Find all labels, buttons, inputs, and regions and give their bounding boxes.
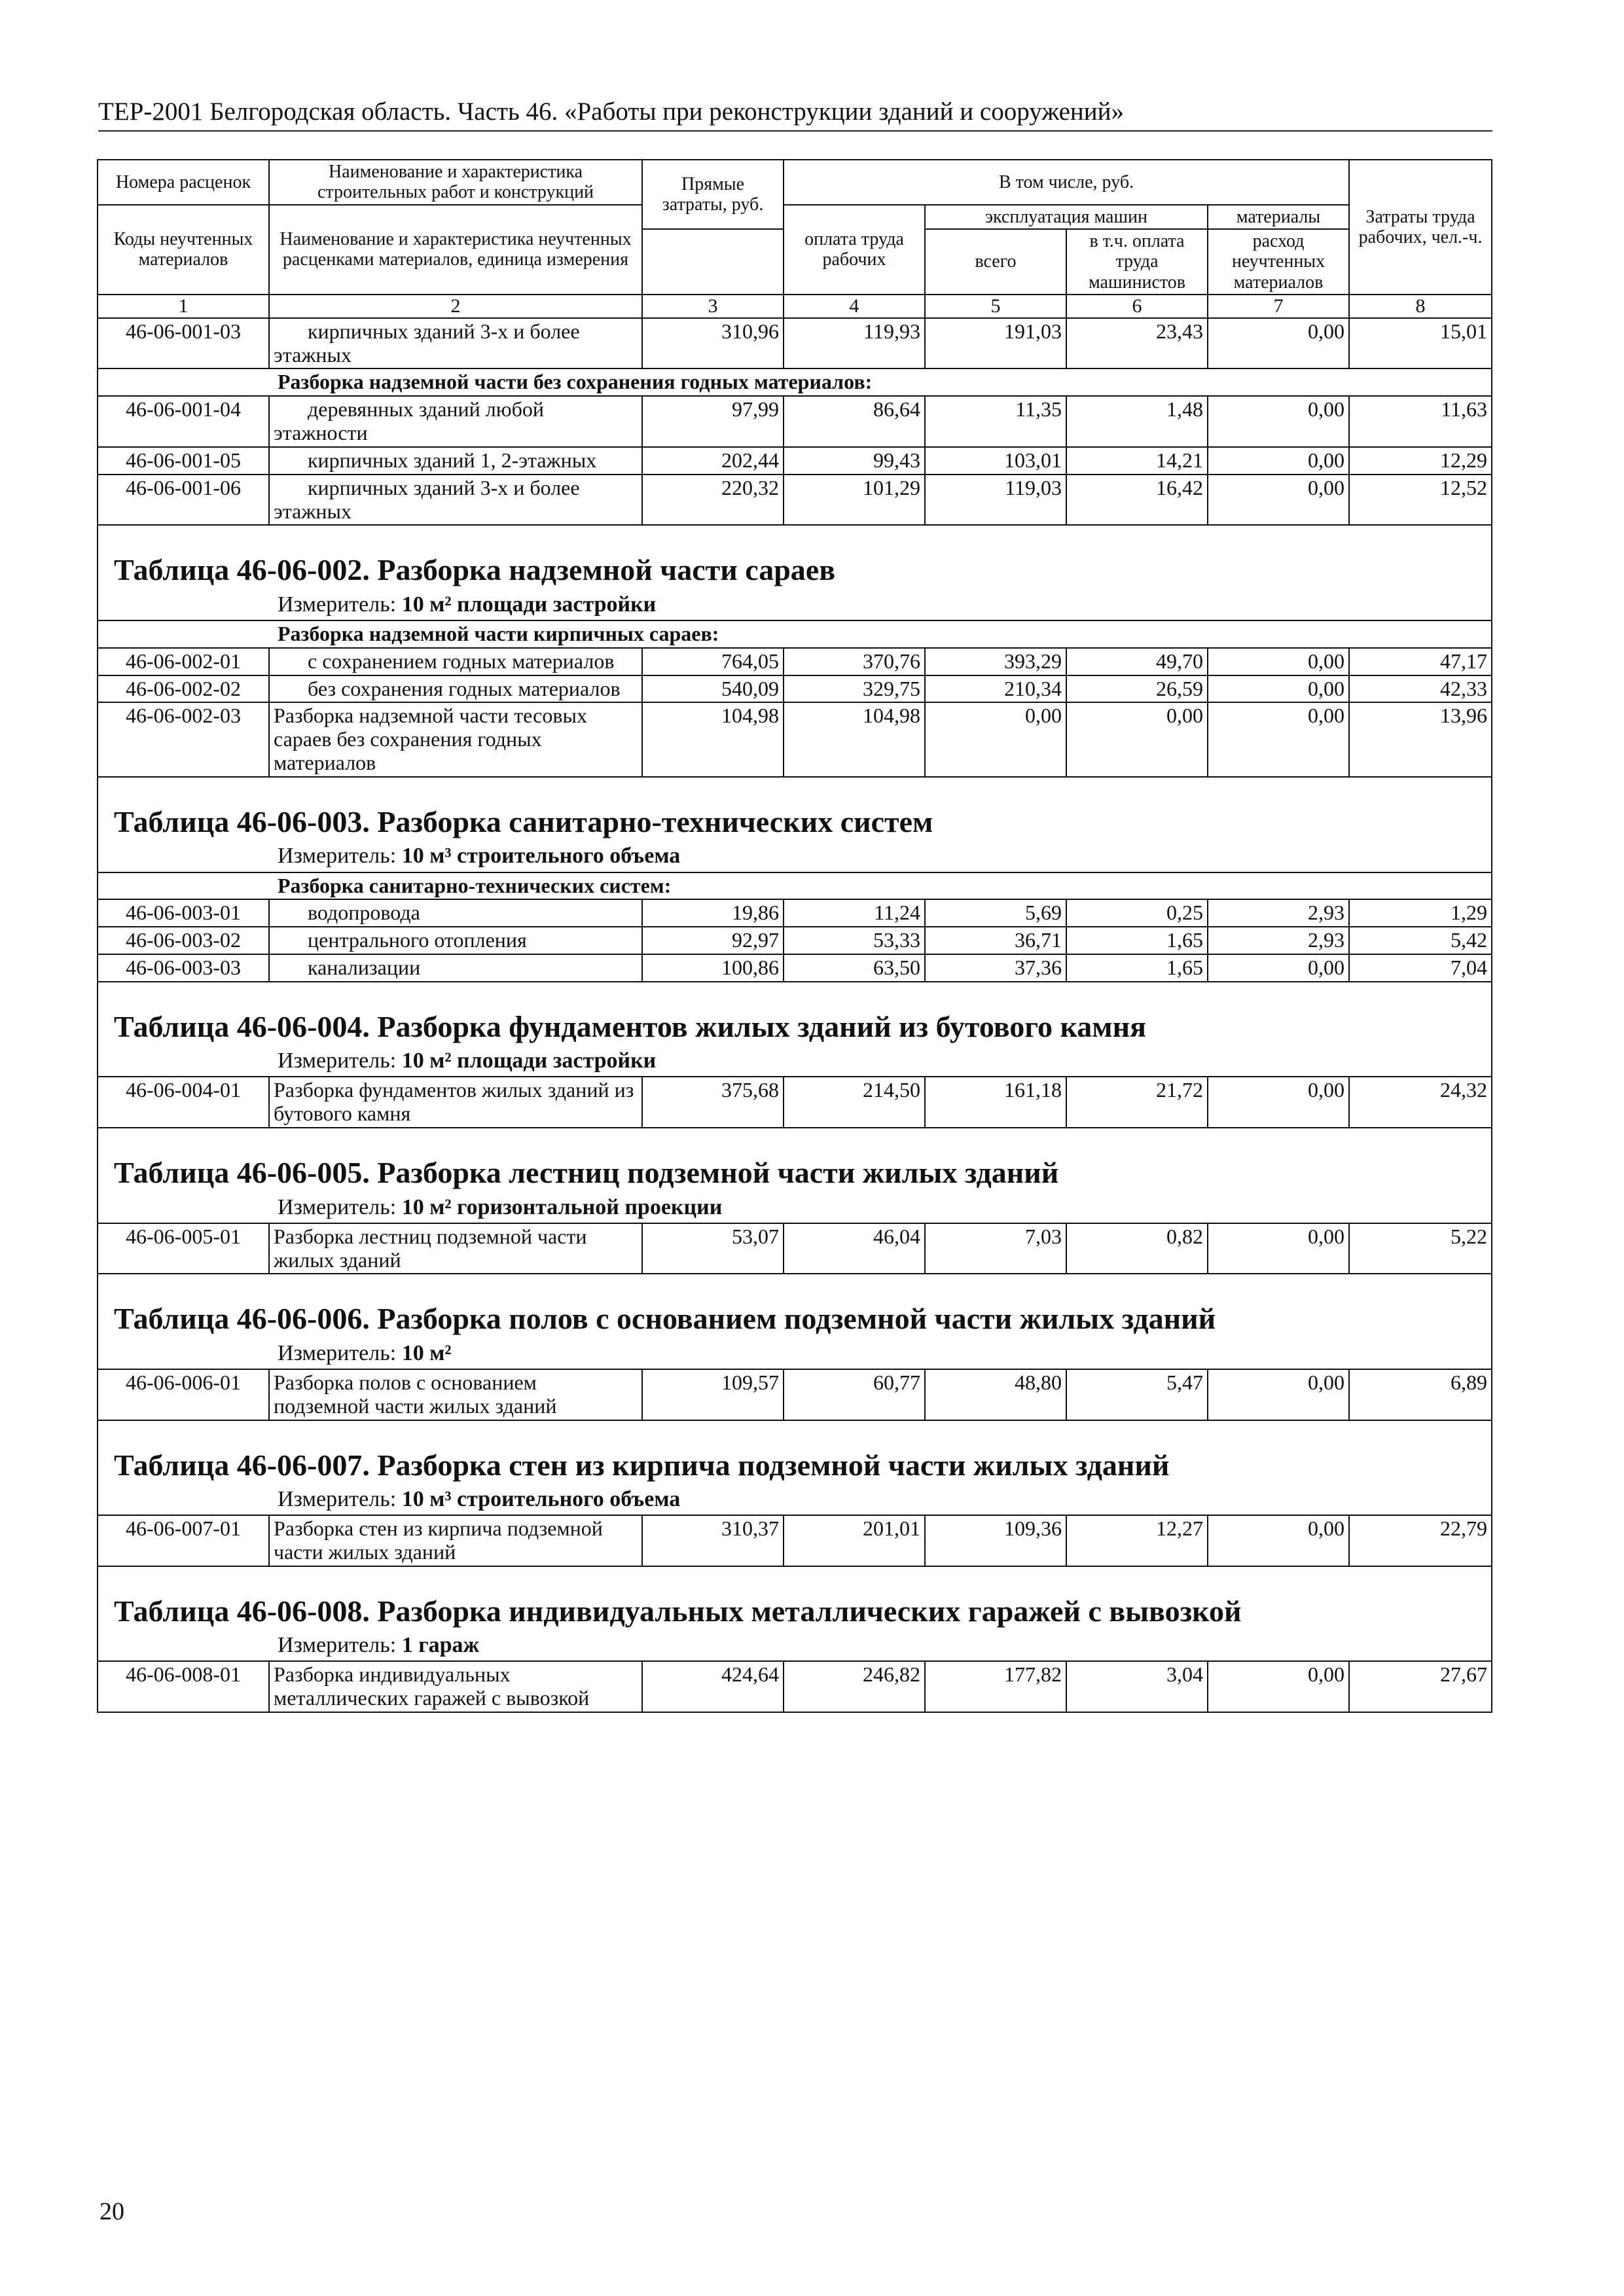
materials-consumption-value: 0,00 [1208, 318, 1349, 369]
materials-consumption-value: 0,00 [1208, 1515, 1349, 1566]
rate-name [269, 318, 642, 369]
direct-costs-value: 109,57 [642, 1369, 784, 1420]
machines-total-value: 119,03 [925, 475, 1066, 526]
table-row [98, 954, 1492, 982]
measure-label: Измеритель: [278, 1633, 402, 1658]
section-title: Таблица 46-06-005. Разборка лестниц подземной части жилых зданий [114, 1156, 1059, 1190]
rate-code: 46-06-003-03 [98, 954, 269, 982]
machinists-pay-value: 3,04 [1066, 1661, 1208, 1712]
column-number: 3 [642, 295, 784, 318]
section-measure-row [98, 1338, 1492, 1369]
table-row [98, 1077, 1492, 1128]
machines-total-value: 5,69 [925, 899, 1066, 927]
section-title-cell [98, 777, 1492, 842]
page-number: 20 [99, 2198, 124, 2225]
rate-code: 46-06-004-01 [98, 1077, 269, 1128]
labor-hours-value: 27,67 [1349, 1661, 1492, 1712]
materials-consumption-value: 0,00 [1208, 954, 1349, 982]
labor-pay-value: 53,33 [784, 927, 925, 954]
rate-name [269, 954, 642, 982]
column-number: 7 [1208, 295, 1349, 318]
direct-costs-value: 764,05 [642, 648, 784, 675]
labor-hours-value: 6,89 [1349, 1369, 1492, 1420]
direct-costs-value: 100,86 [642, 954, 784, 982]
labor-pay-value: 60,77 [784, 1369, 925, 1420]
table-row [98, 648, 1492, 675]
machinists-pay-value: 0,82 [1066, 1223, 1208, 1274]
table-row [98, 702, 1492, 776]
table-row [98, 675, 1492, 703]
direct-costs-value: 53,07 [642, 1223, 784, 1274]
measure-label: Измеритель: [278, 844, 402, 869]
measure-label: Измеритель: [278, 592, 402, 617]
rate-name [269, 396, 642, 447]
rate-name-text: Разборка лестниц подземной части жилых зданий [274, 1224, 587, 1272]
labor-hours-value: 24,32 [1349, 1077, 1492, 1128]
section-title-row [98, 1274, 1492, 1338]
labor-hours-value: 13,96 [1349, 702, 1492, 776]
rate-name-text: с сохранением годных материалов [308, 649, 615, 673]
section-measure [98, 1046, 1491, 1076]
table-row [98, 1661, 1492, 1712]
labor-pay-value: 99,43 [784, 447, 925, 475]
machines-total-value: 191,03 [925, 318, 1066, 369]
labor-hours-value: 42,33 [1349, 675, 1492, 703]
table-row [98, 1515, 1492, 1566]
column-number: 1 [98, 295, 269, 318]
materials-consumption-value: 0,00 [1208, 1223, 1349, 1274]
table-row [98, 318, 1492, 369]
measure-value: 10 м² горизонтальной проекции [401, 1194, 723, 1219]
direct-costs-value: 202,44 [642, 447, 784, 475]
column-number: 8 [1349, 295, 1492, 318]
rate-name [269, 475, 642, 526]
rate-code: 46-06-002-02 [98, 675, 269, 703]
rate-code: 46-06-003-02 [98, 927, 269, 954]
rate-name-text: Разборка полов с основанием подземной части жилых зданий [274, 1370, 557, 1418]
unaccounted-materials-header: расход неучтенных материалов [1208, 229, 1349, 295]
rate-name [269, 899, 642, 927]
section-measure [98, 1630, 1491, 1660]
page-header: ТЕР-2001 Белгородская область. Часть 46. «Работы при реконструкции зданий и сооружений» [98, 97, 1492, 132]
labor-hours-value: 22,79 [1349, 1515, 1492, 1566]
rate-name-text: водопровода [308, 901, 420, 925]
machines-total-value: 103,01 [925, 447, 1066, 475]
rate-name-text: Разборка индивидуальных металлических гаражей с вывозкой [274, 1662, 590, 1710]
measure-value: 1 гараж [401, 1633, 480, 1658]
machines-total-value: 7,03 [925, 1223, 1066, 1274]
direct-costs-value: 97,99 [642, 396, 784, 447]
rates-table [97, 159, 1492, 1713]
materials-consumption-value: 0,00 [1208, 475, 1349, 526]
materials-consumption-value: 0,00 [1208, 648, 1349, 675]
section-measure-row [98, 590, 1492, 620]
labor-hours-value: 12,52 [1349, 475, 1492, 526]
measure-label: Измеритель: [278, 1049, 402, 1073]
section-title-row [98, 1128, 1492, 1193]
rate-name-text: Разборка фундаментов жилых зданий из бутового камня [274, 1078, 634, 1126]
rate-name [269, 1223, 642, 1274]
labor-pay-value: 214,50 [784, 1077, 925, 1128]
labor-pay-value: 246,82 [784, 1661, 925, 1712]
section-title: Таблица 46-06-006. Разборка полов с основанием подземной части жилых зданий [114, 1302, 1216, 1336]
rate-name-text: деревянных зданий любой этажности [274, 397, 545, 445]
machinists-pay-value: 49,70 [1066, 648, 1208, 675]
section-measure-cell [98, 1484, 1492, 1515]
section-title: Таблица 46-06-008. Разборка индивидуальных металлических гаражей с вывозкой [114, 1594, 1242, 1628]
labor-pay-value: 329,75 [784, 675, 925, 703]
table-row [98, 475, 1492, 526]
section-title-row [98, 1566, 1492, 1631]
direct-costs-value: 19,86 [642, 899, 784, 927]
machines-total-value: 161,18 [925, 1077, 1066, 1128]
direct-costs-value: 104,98 [642, 702, 784, 776]
machinists-pay-value: 1,65 [1066, 927, 1208, 954]
rate-name-text: Разборка стен из кирпича подземной части жилых зданий [274, 1516, 603, 1564]
labor-hours-value: 47,17 [1349, 648, 1492, 675]
rate-code: 46-06-008-01 [98, 1661, 269, 1712]
rate-code: 46-06-002-03 [98, 702, 269, 776]
group-row [98, 368, 1492, 396]
measure-label: Измеритель: [278, 1194, 402, 1219]
section-title-cell [98, 1566, 1492, 1631]
col2-bottom-header: Наименование и характеристика неучтенных расценками материалов, единица измерения [269, 205, 642, 295]
measure-value: 10 м³ строительного объема [401, 1487, 681, 1512]
direct-costs-header: Прямые затраты, руб. [642, 160, 784, 229]
section-measure-row [98, 1484, 1492, 1515]
machinists-pay-value: 0,00 [1066, 702, 1208, 776]
section-title: Таблица 46-06-004. Разборка фундаментов жилых зданий из бутового камня [114, 1009, 1147, 1043]
section-title-cell [98, 1128, 1492, 1193]
measure-value: 10 м² [401, 1340, 452, 1365]
rate-code: 46-06-001-04 [98, 396, 269, 447]
materials-consumption-value: 0,00 [1208, 1077, 1349, 1128]
col1-top-header: Номера расценок [98, 160, 269, 205]
rate-name-text: Разборка надземной части тесовых сараев без сохранения годных материалов [274, 704, 587, 775]
header-row-2 [98, 205, 1492, 229]
rate-code: 46-06-002-01 [98, 648, 269, 675]
section-measure-cell [98, 1630, 1492, 1661]
materials-consumption-value: 0,00 [1208, 702, 1349, 776]
rate-name [269, 1369, 642, 1420]
section-measure-cell [98, 1338, 1492, 1369]
labor-pay-value: 104,98 [784, 702, 925, 776]
section-measure [98, 590, 1491, 620]
machines-total-value: 37,36 [925, 954, 1066, 982]
rate-code: 46-06-001-06 [98, 475, 269, 526]
labor-pay-value: 119,93 [784, 318, 925, 369]
section-title-row [98, 982, 1492, 1047]
rate-code: 46-06-001-03 [98, 318, 269, 369]
machinists-pay-value: 5,47 [1066, 1369, 1208, 1420]
group-heading: Разборка санитарно-технических систем: [98, 872, 1492, 900]
measure-value: 10 м³ строительного объема [401, 844, 681, 869]
rate-code: 46-06-006-01 [98, 1369, 269, 1420]
rate-name-text: канализации [308, 956, 421, 980]
header-row-1 [98, 160, 1492, 205]
direct-costs-header-spacer [642, 229, 784, 295]
section-title-row [98, 1420, 1492, 1485]
column-number: 2 [269, 295, 642, 318]
section-title-cell [98, 982, 1492, 1047]
rate-name [269, 927, 642, 954]
measure-value: 10 м² площади застройки [401, 592, 657, 617]
rate-name [269, 1077, 642, 1128]
rate-name [269, 447, 642, 475]
labor-pay-header: оплата труда рабочих [784, 205, 925, 295]
labor-hours-value: 12,29 [1349, 447, 1492, 475]
rate-name-text: кирпичных зданий 3-х и более этажных [274, 475, 580, 523]
machines-total-value: 210,34 [925, 675, 1066, 703]
machines-total-value: 36,71 [925, 927, 1066, 954]
group-heading: Разборка надземной части кирпичных сараев: [98, 620, 1492, 648]
section-measure-cell [98, 841, 1492, 872]
col2-top-header: Наименование и характеристика строительных работ и конструкций [269, 160, 642, 205]
column-number: 5 [925, 295, 1066, 318]
labor-hours-value: 5,42 [1349, 927, 1492, 954]
labor-hours-value: 15,01 [1349, 318, 1492, 369]
labor-pay-value: 101,29 [784, 475, 925, 526]
machines-total-value: 393,29 [925, 648, 1066, 675]
machines-total-header: всего [925, 229, 1066, 295]
column-numbers-row [98, 295, 1492, 318]
table-row [98, 1369, 1492, 1420]
rate-name-text: кирпичных зданий 1, 2-этажных [308, 448, 597, 472]
machinists-pay-value: 14,21 [1066, 447, 1208, 475]
rate-name [269, 1515, 642, 1566]
section-measure [98, 1484, 1491, 1515]
measure-value: 10 м² площади застройки [401, 1049, 657, 1073]
section-measure-cell [98, 1046, 1492, 1077]
machinists-pay-value: 16,42 [1066, 475, 1208, 526]
section-measure-row [98, 1630, 1492, 1661]
labor-pay-value: 201,01 [784, 1515, 925, 1566]
rate-name [269, 1661, 642, 1712]
materials-consumption-value: 2,93 [1208, 927, 1349, 954]
section-measure-row [98, 841, 1492, 872]
section-title: Таблица 46-06-003. Разборка санитарно-технических систем [114, 804, 933, 838]
materials-consumption-value: 0,00 [1208, 1369, 1349, 1420]
materials-consumption-value: 0,00 [1208, 675, 1349, 703]
column-number: 4 [784, 295, 925, 318]
labor-pay-value: 370,76 [784, 648, 925, 675]
section-measure-row [98, 1193, 1492, 1223]
labor-pay-value: 46,04 [784, 1223, 925, 1274]
labor-hours-value: 7,04 [1349, 954, 1492, 982]
machines-header: эксплуатация машин [925, 205, 1208, 229]
rate-name [269, 675, 642, 703]
group-row [98, 620, 1492, 648]
rate-name [269, 702, 642, 776]
measure-label: Измеритель: [278, 1487, 402, 1512]
machinists-pay-value: 23,43 [1066, 318, 1208, 369]
machinists-pay-value: 26,59 [1066, 675, 1208, 703]
labor-pay-value: 11,24 [784, 899, 925, 927]
materials-consumption-value: 0,00 [1208, 447, 1349, 475]
section-measure-cell [98, 590, 1492, 620]
labor-hours-value: 11,63 [1349, 396, 1492, 447]
table-row [98, 447, 1492, 475]
rate-name-text: кирпичных зданий 3-х и более этажных [274, 319, 580, 367]
direct-costs-value: 310,37 [642, 1515, 784, 1566]
direct-costs-value: 310,96 [642, 318, 784, 369]
section-measure-cell [98, 1193, 1492, 1223]
machines-total-value: 109,36 [925, 1515, 1066, 1566]
rate-name-text: без сохранения годных материалов [308, 676, 621, 700]
table-row [98, 899, 1492, 927]
table-row [98, 1223, 1492, 1274]
rate-code: 46-06-005-01 [98, 1223, 269, 1274]
section-title: Таблица 46-06-007. Разборка стен из кирпича подземной части жилых зданий [114, 1448, 1170, 1482]
machines-total-value: 11,35 [925, 396, 1066, 447]
section-title-cell [98, 1274, 1492, 1338]
rate-name-text: центрального отопления [308, 928, 527, 952]
machinists-pay-value: 0,25 [1066, 899, 1208, 927]
section-title-cell [98, 525, 1492, 590]
section-measure [98, 1193, 1491, 1223]
labor-hours-value: 1,29 [1349, 899, 1492, 927]
section-measure-row [98, 1046, 1492, 1077]
materials-consumption-value: 0,00 [1208, 1661, 1349, 1712]
direct-costs-value: 424,64 [642, 1661, 784, 1712]
section-title: Таблица 46-06-002. Разборка надземной части сараев [114, 553, 836, 587]
labor-costs-header: Затраты труда рабочих, чел.-ч. [1349, 160, 1492, 295]
section-measure [98, 1338, 1491, 1369]
rate-name [269, 648, 642, 675]
table-body [98, 160, 1492, 1712]
materials-header: материалы [1208, 205, 1349, 229]
rate-code: 46-06-001-05 [98, 447, 269, 475]
direct-costs-value: 92,97 [642, 927, 784, 954]
direct-costs-value: 375,68 [642, 1077, 784, 1128]
machinists-pay-value: 1,65 [1066, 954, 1208, 982]
machinists-pay-value: 12,27 [1066, 1515, 1208, 1566]
rate-code: 46-06-003-01 [98, 899, 269, 927]
direct-costs-value: 220,32 [642, 475, 784, 526]
machinists-pay-header: в т.ч. оплата труда машинистов [1066, 229, 1208, 295]
labor-hours-value: 5,22 [1349, 1223, 1492, 1274]
labor-pay-value: 86,64 [784, 396, 925, 447]
machinists-pay-value: 1,48 [1066, 396, 1208, 447]
machinists-pay-value: 21,72 [1066, 1077, 1208, 1128]
section-title-row [98, 777, 1492, 842]
section-title-row [98, 525, 1492, 590]
machines-total-value: 48,80 [925, 1369, 1066, 1420]
table-row [98, 927, 1492, 954]
materials-consumption-value: 0,00 [1208, 396, 1349, 447]
section-title-cell [98, 1420, 1492, 1485]
group-row [98, 872, 1492, 900]
section-measure [98, 841, 1491, 871]
col1-bottom-header: Коды неучтенных материалов [98, 205, 269, 295]
including-header: В том числе, руб. [784, 160, 1349, 205]
materials-consumption-value: 2,93 [1208, 899, 1349, 927]
table-row [98, 396, 1492, 447]
machines-total-value: 0,00 [925, 702, 1066, 776]
column-number: 6 [1066, 295, 1208, 318]
group-heading: Разборка надземной части без сохранения годных материалов: [98, 368, 1492, 396]
direct-costs-value: 540,09 [642, 675, 784, 703]
rate-code: 46-06-007-01 [98, 1515, 269, 1566]
machines-total-value: 177,82 [925, 1661, 1066, 1712]
measure-label: Измеритель: [278, 1340, 402, 1365]
labor-pay-value: 63,50 [784, 954, 925, 982]
